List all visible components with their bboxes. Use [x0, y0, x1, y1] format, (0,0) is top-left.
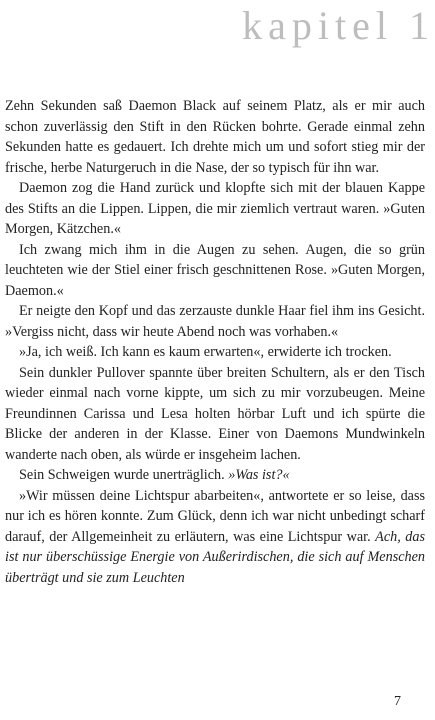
paragraph-8-text: »Wir müssen deine Lichtspur abarbeiten«, antwortete er so leise, dass nur ich es hören konnte. Zum Glück, denn ich war nicht unbedingt scharf darauf, der Allgemeinheit zu erläutern, was eine Lichtspur war.: [5, 487, 425, 545]
paragraph-7-italic: »Was ist?«: [228, 467, 290, 483]
paragraph-7: [5, 465, 425, 486]
paragraph-7-text: Sein Schweigen wurde unerträglich.: [19, 467, 229, 483]
paragraph-1: Zehn Sekunden saß Daemon Black auf seinem Platz, als er mir auch schon zuverlässig den Stift in den Rücken bohrte. Gerade einmal zehn Sekunden hatte es gedauert. Ich drehte mich um und sofort stieg mir der frische, herbe Naturgeruch in die Nase, der so typisch für ihn war.: [5, 98, 425, 176]
paragraph-6: Sein dunkler Pullover spannte über breiten Schultern, als er den Tisch wieder einmal nach vorne kippte, um sich zu mir vorzubeugen. Meine Freundinnen Carissa und Lesa holten hörbar Luft und ich spürte die Blicke der anderen in der Klasse. Einer von Daemons Mundwinkeln wanderte nach oben, als würde er insgeheim lachen.: [5, 364, 425, 463]
paragraph-5: »Ja, ich weiß. Ich kann es kaum erwarten«, erwiderte ich trocken.: [19, 344, 392, 360]
paragraph-2: Daemon zog die Hand zurück und klopfte sich mit der blauen Kappe des Stifts an die Lippen. Lippen, die mir ziemlich vertraut waren. »Guten Morgen, Kätzchen.«: [5, 180, 425, 237]
paragraph-8-italic: Ach, das ist nur überschüssige Energie von Außerirdischen, die sich auf Menschen überträgt und sie zum Leuchten: [5, 528, 425, 586]
paragraph-3: Ich zwang mich ihm in die Augen zu sehen. Augen, die so grün leuchteten wie der Stiel einer frisch geschnittenen Rose. »Guten Morgen, Daemon.«: [5, 241, 425, 299]
paragraph-4: Er neigte den Kopf und das zerzauste dunkle Haar fiel ihm ins Gesicht. »Vergiss nicht, dass wir heute Abend noch was vorhaben.«: [5, 303, 425, 340]
paragraph-8: [5, 486, 425, 589]
page-number: 7: [394, 694, 401, 709]
chapter-title: kapitel 1: [242, 3, 435, 48]
body-text: [5, 96, 425, 588]
